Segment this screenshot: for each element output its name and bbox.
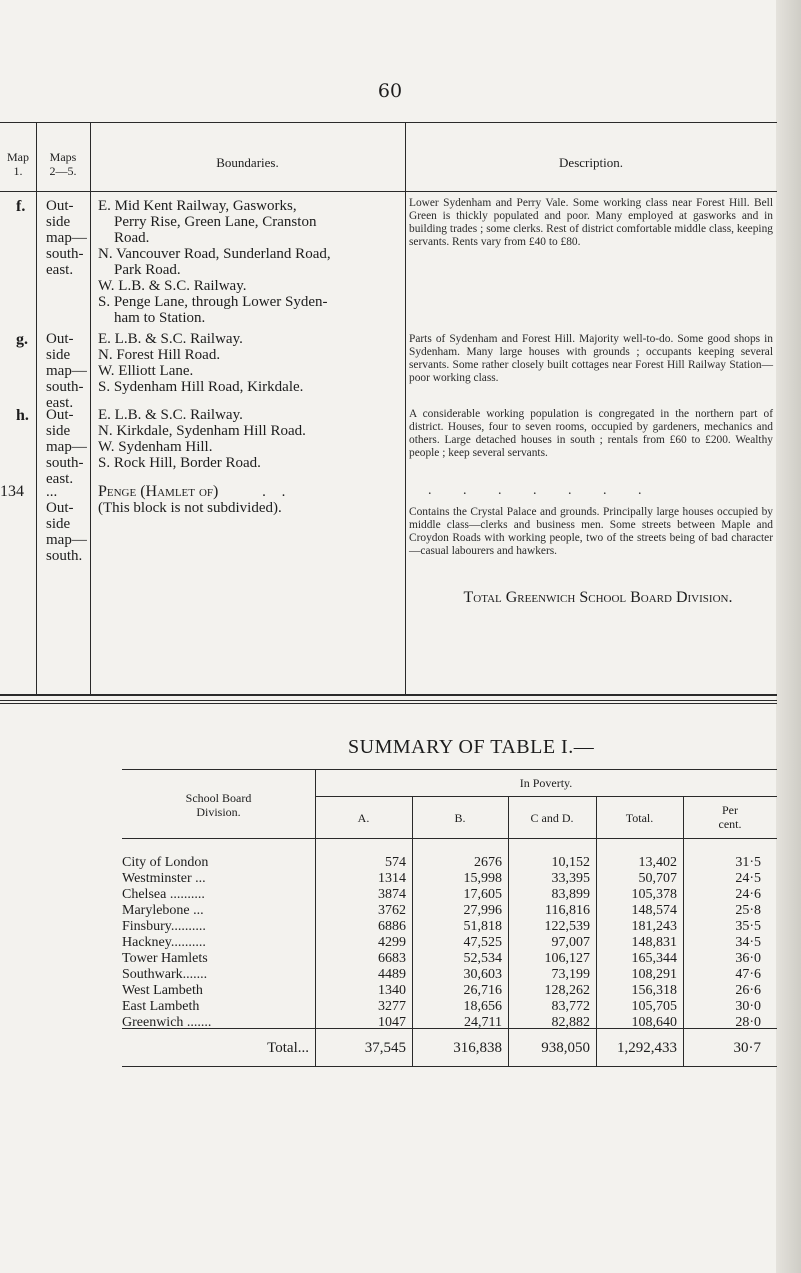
value-cd: 83,899 [551, 887, 590, 902]
summary-bottom-rule [122, 1066, 777, 1067]
table-row [122, 887, 777, 903]
division-name: Westminster ... [122, 871, 206, 886]
row-description: Lower Sydenham and Perry Vale. Some working class near Forest Hill. Bell Green is thickly populated and poor. Many employed at gasworks and in building trades ; some clerks. Rest of district comfortable middle class, keeping servants. Rents vary from £40 to £80. [409, 197, 773, 248]
col-divider-2 [90, 122, 91, 694]
value-pct: 24·5 [735, 871, 761, 886]
value-pct: 28·0 [735, 1015, 761, 1030]
value-pct: 31·5 [735, 855, 761, 870]
total-row [122, 1040, 777, 1057]
summary-col-group: In Poverty. [519, 776, 573, 790]
total-pct: 30·7 [733, 1040, 761, 1056]
value-total: 50,707 [638, 871, 677, 886]
page-edge [776, 0, 801, 1273]
value-a: 4489 [378, 967, 406, 982]
value-total: 148,574 [631, 903, 677, 918]
value-pct: 35·5 [735, 919, 761, 934]
row-maps [46, 407, 87, 487]
maps-line: south. [46, 548, 83, 564]
boundary-line: E. L.B. & S.C. Railway. [98, 407, 243, 423]
value-b: 30,603 [463, 967, 502, 982]
value-total: 13,402 [638, 855, 677, 870]
title-leader-dots: . . [262, 484, 292, 500]
summary-header-rule [122, 838, 777, 839]
value-b: 15,998 [463, 871, 502, 886]
header-description: Description. [559, 155, 623, 170]
value-cd: 83,772 [551, 999, 590, 1014]
value-cd: 106,127 [544, 951, 590, 966]
boundary-note: (This block is not subdivided). [98, 500, 282, 516]
boundary-line: W. Elliott Lane. [98, 363, 194, 379]
value-b: 18,656 [463, 999, 502, 1014]
row-maps [46, 484, 87, 564]
total-cd: 938,050 [541, 1040, 590, 1056]
summary-col-b: B. [454, 811, 466, 825]
value-a: 3762 [378, 903, 406, 918]
row-boundaries [98, 407, 404, 471]
boundary-line: Park Road. [114, 262, 181, 278]
division-name: Chelsea .......... [122, 887, 205, 902]
boundary-line: W. Sydenham Hill. [98, 439, 213, 455]
table-bottom-rule [0, 694, 777, 696]
summary-group-rule [315, 796, 777, 797]
penge-title: Penge (Hamlet of) [98, 483, 219, 500]
table-row [122, 855, 777, 871]
maps-line: Out- [46, 500, 74, 516]
value-pct: 47·6 [735, 967, 761, 982]
table-row [122, 1015, 777, 1031]
boundary-line: Perry Rise, Green Lane, Cranston [114, 214, 317, 230]
value-total: 108,640 [631, 1015, 677, 1030]
total-label: Total... [267, 1040, 309, 1056]
maps-line: east. [46, 262, 74, 278]
maps-line: map— [46, 230, 87, 246]
row-description: Parts of Sydenham and Forest Hill. Majority well-to-do. Some good shops in Sydenham. Many large houses with grounds ; occupants keeping several servants. Some rather closely built cottages near Forest Hill Railway Station—poor working class. [409, 333, 773, 384]
value-cd: 128,262 [544, 983, 590, 998]
row-maps [46, 198, 87, 278]
division-name: Tower Hamlets [122, 951, 208, 966]
boundary-line: N. Forest Hill Road. [98, 347, 221, 363]
table-row [122, 967, 777, 983]
header-boundaries: Boundaries. [216, 155, 279, 170]
summary-body [122, 855, 777, 1031]
separator-rule-bottom [0, 703, 777, 704]
total-a: 37,545 [364, 1040, 406, 1056]
value-a: 6683 [378, 951, 406, 966]
value-a: 1314 [378, 871, 406, 886]
division-name: Finsbury.......... [122, 919, 206, 934]
table-row [122, 935, 777, 951]
maps-line: east. [46, 471, 74, 487]
description-leader-dots: . . . . . . . [428, 483, 656, 498]
table-row [122, 983, 777, 999]
division-name: East Lambeth [122, 999, 200, 1014]
row-description: A considerable working population is congregated in the northern part of district. Houses, four to seven rooms, occupied by gardeners, mechanics and others. Large detached houses in south ; rentals from £60 to £200. Wealthy people ; keep several servants. [409, 408, 773, 459]
value-cd: 73,199 [551, 967, 590, 982]
boundary-line: E. Mid Kent Railway, Gasworks, [98, 198, 297, 214]
total-greenwich-line [420, 589, 776, 607]
division-name: Southwark....... [122, 967, 208, 982]
maps-line: side [46, 423, 71, 439]
table-row [122, 951, 777, 967]
boundary-line: S. Sydenham Hill Road, Kirkdale. [98, 379, 304, 395]
maps-line: map— [46, 439, 87, 455]
boundary-line: E. L.B. & S.C. Railway. [98, 331, 243, 347]
summary-table [122, 855, 777, 1031]
value-total: 148,831 [631, 935, 677, 950]
value-total: 105,378 [631, 887, 677, 902]
boundary-line: ham to Station. [114, 310, 206, 326]
value-b: 51,818 [463, 919, 502, 934]
maps-line: east. [46, 395, 74, 411]
boundary-line: N. Kirkdale, Sydenham Hill Road. [98, 423, 306, 439]
row-letter: g. [16, 331, 28, 348]
maps-line: Out- [46, 407, 74, 423]
maps-line: map— [46, 363, 87, 379]
summary-total-row [122, 1040, 777, 1057]
maps-line: side [46, 347, 71, 363]
value-total: 105,705 [631, 999, 677, 1014]
maps-line: Out- [46, 198, 74, 214]
division-name: Hackney.......... [122, 935, 206, 950]
value-pct: 24·6 [735, 887, 761, 902]
summary-col-a: A. [357, 811, 370, 825]
division-name: City of London [122, 855, 209, 870]
summary-col-division: School Board Division. [185, 791, 252, 819]
value-pct: 26·6 [735, 983, 761, 998]
table-row [122, 871, 777, 887]
value-cd: 10,152 [551, 855, 590, 870]
page-number: 60 [377, 80, 403, 102]
value-b: 27,996 [463, 903, 502, 918]
summary-top-rule [122, 769, 777, 770]
table-row [122, 903, 777, 919]
summary-col-total: Total. [625, 811, 654, 825]
value-total: 108,291 [631, 967, 677, 982]
value-b: 26,716 [463, 983, 502, 998]
total-line-text: Total Greenwich School Board Division. [463, 589, 733, 606]
division-name: Marylebone ... [122, 903, 204, 918]
row-letter: f. [16, 198, 26, 215]
maps-dots: ... [46, 484, 58, 500]
value-total: 165,344 [631, 951, 677, 966]
value-b: 2676 [474, 855, 502, 870]
value-a: 4299 [378, 935, 406, 950]
value-cd: 82,882 [551, 1015, 590, 1030]
maps-line: side [46, 516, 71, 532]
table-top-rule [0, 122, 777, 123]
table-row [122, 919, 777, 935]
row-boundaries [98, 198, 404, 326]
total-total: 1,292,433 [617, 1040, 677, 1056]
summary-title: SUMMARY OF TABLE I.— [348, 736, 595, 758]
value-a: 1047 [378, 1015, 406, 1030]
separator-rule-top [0, 700, 777, 701]
value-pct: 34·5 [735, 935, 761, 950]
col-divider-1 [36, 122, 37, 694]
value-cd: 97,007 [551, 935, 590, 950]
value-a: 3874 [378, 887, 406, 902]
maps-line: south- [46, 455, 84, 471]
row-number: 134 [0, 483, 24, 500]
value-b: 47,525 [463, 935, 502, 950]
boundary-line: Road. [114, 230, 150, 246]
boundary-line: S. Rock Hill, Border Road. [98, 455, 261, 471]
summary-col-pct: Per cent. [718, 803, 742, 831]
value-pct: 30·0 [735, 999, 761, 1014]
value-total: 156,318 [631, 983, 677, 998]
value-cd: 122,539 [544, 919, 590, 934]
row-boundaries [98, 484, 404, 516]
value-pct: 36·0 [735, 951, 761, 966]
value-total: 181,243 [631, 919, 677, 934]
row-boundaries [98, 331, 404, 395]
value-a: 3277 [378, 999, 406, 1014]
value-b: 24,711 [464, 1015, 502, 1030]
row-description: Contains the Crystal Palace and grounds. Principally large houses occupied by middle class—clerks and business men. Some streets between Maple and Croydon Roads with working people, two of the streets being of bad character—casual labourers and hawkers. [409, 506, 773, 557]
header-maps: Maps 2—5. [49, 150, 77, 178]
boundary-line: S. Penge Lane, through Lower Syden- [98, 294, 328, 310]
maps-line: map— [46, 532, 87, 548]
value-b: 52,534 [463, 951, 502, 966]
header-bottom-rule [0, 191, 777, 192]
value-cd: 33,395 [551, 871, 590, 886]
boundary-line: N. Vancouver Road, Sunderland Road, [98, 246, 331, 262]
value-a: 6886 [378, 919, 406, 934]
value-cd: 116,816 [545, 903, 590, 918]
row-letter: h. [16, 407, 29, 424]
division-name: Greenwich ....... [122, 1015, 212, 1030]
value-a: 574 [385, 855, 406, 870]
row-maps [46, 331, 87, 411]
summary-col-cd: C and D. [530, 811, 574, 825]
value-b: 17,605 [463, 887, 502, 902]
division-name: West Lambeth [122, 983, 203, 998]
maps-line: south- [46, 246, 84, 262]
maps-line: Out- [46, 331, 74, 347]
maps-line: side [46, 214, 71, 230]
value-pct: 25·8 [735, 903, 761, 918]
table-row [122, 999, 777, 1015]
value-a: 1340 [378, 983, 406, 998]
header-map: Map 1. [7, 150, 29, 178]
boundary-line: W. L.B. & S.C. Railway. [98, 278, 247, 294]
total-b: 316,838 [453, 1040, 502, 1056]
maps-line: south- [46, 379, 84, 395]
col-divider-3 [405, 122, 406, 694]
